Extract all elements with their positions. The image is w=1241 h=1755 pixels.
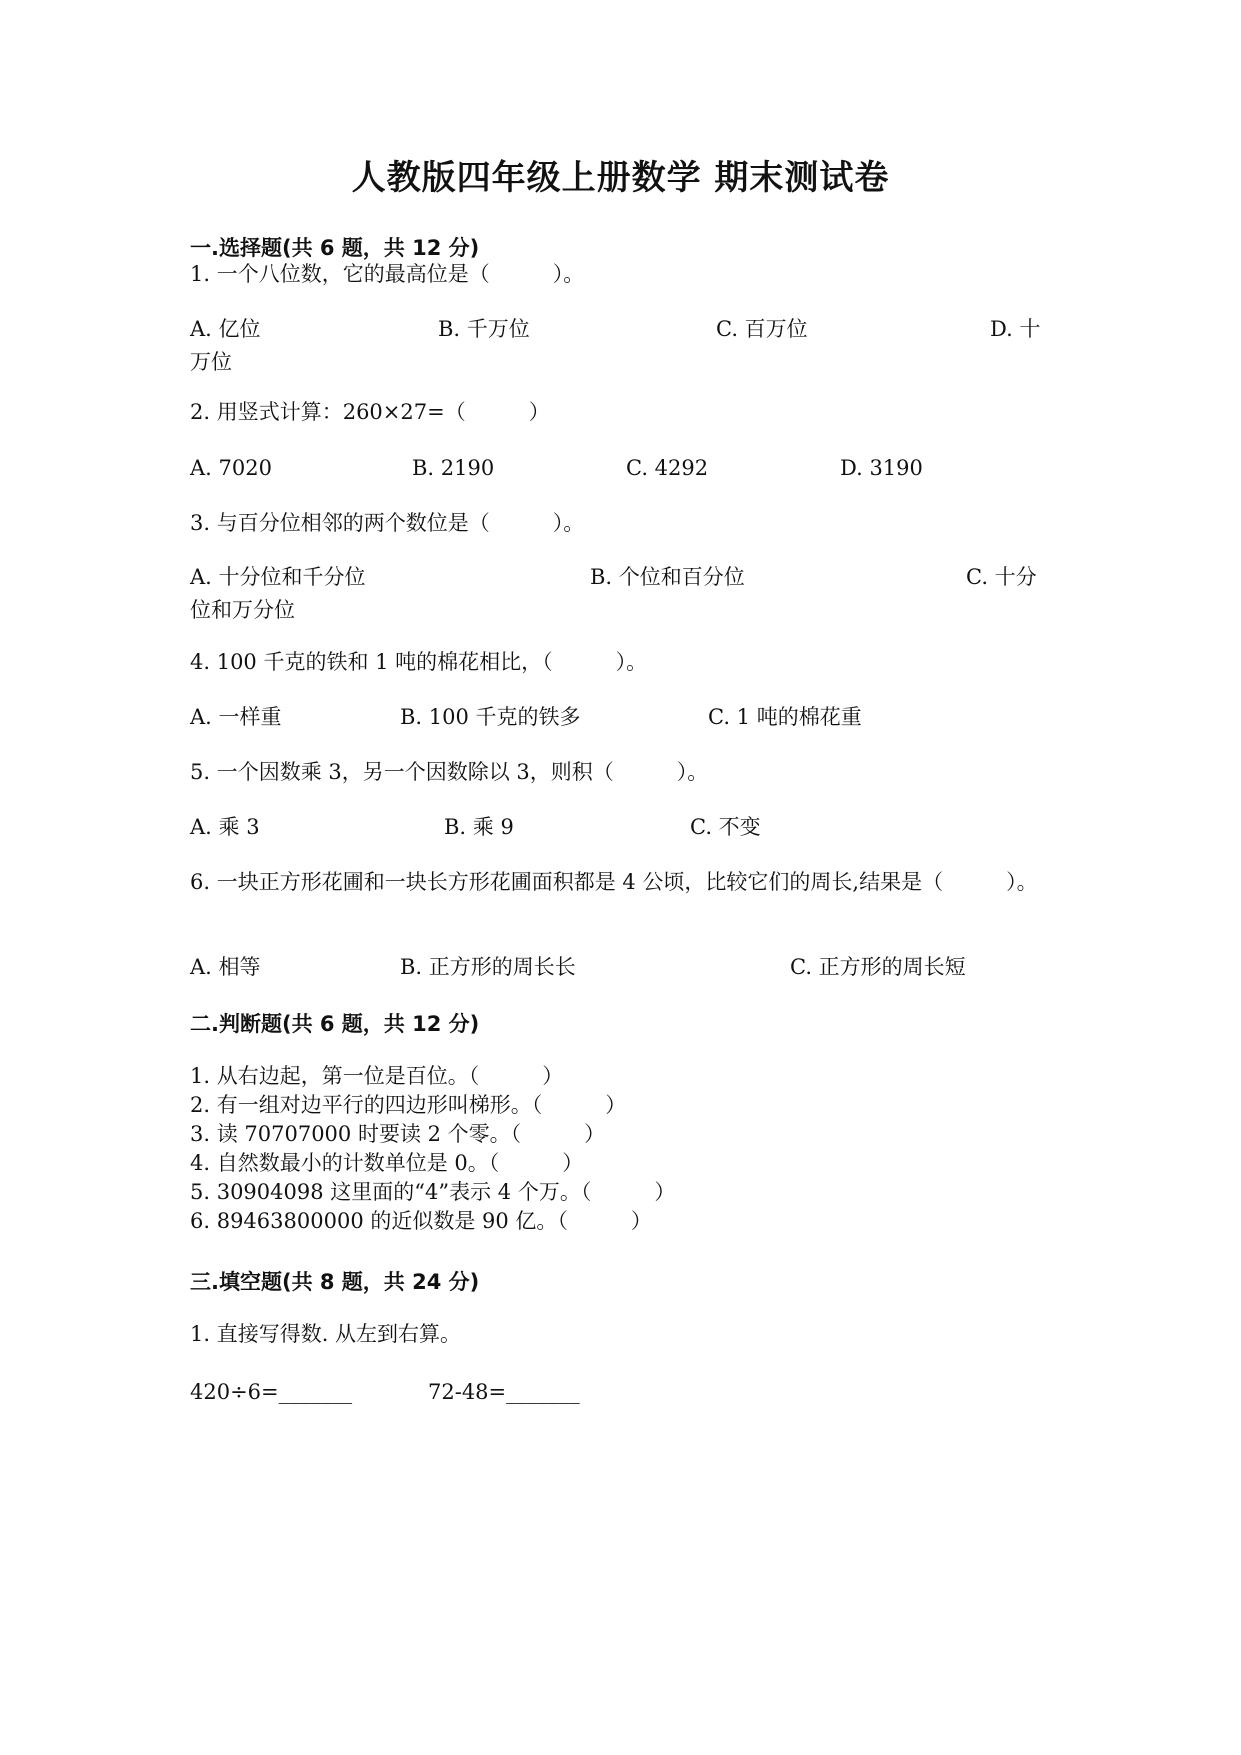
- option-b: B. 千万位: [438, 317, 530, 341]
- option-c: C. 不变: [690, 815, 761, 839]
- judge-item: 1. 从右边起，第一位是百位。（ ）: [190, 1064, 564, 1088]
- option-a: A. 7020: [190, 456, 272, 480]
- question-text: 1. 一个八位数，它的最高位是（ ）。: [190, 262, 585, 286]
- option-a: A. 乘 3: [190, 815, 260, 839]
- option-b: B. 个位和百分位: [590, 565, 745, 589]
- question-text: 6. 一块正方形花圃和一块长方形花圃面积都是 4 公顷，比较它们的周长,结果是（ ）。: [190, 870, 1038, 894]
- section-heading-choice: 一.选择题(共 6 题，共 12 分): [190, 236, 480, 260]
- judge-item: 3. 读 70707000 时要读 2 个零。（ ）: [190, 1122, 606, 1146]
- option-c: C. 4292: [626, 456, 709, 480]
- option-c: C. 正方形的周长短: [790, 955, 966, 979]
- page-title: 人教版四年级上册数学 期末测试卷: [351, 158, 890, 198]
- option-b: B. 正方形的周长长: [400, 955, 576, 979]
- option-a: A. 亿位: [190, 317, 261, 341]
- judge-item: 2. 有一组对边平行的四边形叫梯形。（ ）: [190, 1093, 627, 1117]
- judge-item: 6. 89463800000 的近似数是 90 亿。（ ）: [190, 1209, 652, 1233]
- option-b: B. 乘 9: [444, 815, 514, 839]
- question-text: 4. 100 千克的铁和 1 吨的棉花相比，（ ）。: [190, 650, 648, 674]
- option-d: D. 十: [990, 317, 1041, 341]
- option-wrap-text: 位和万分位: [190, 598, 295, 622]
- option-c: C. 十分: [966, 565, 1037, 589]
- option-c: C. 1 吨的棉花重: [708, 705, 862, 729]
- section-heading-judge: 二.判断题(共 6 题，共 12 分): [190, 1012, 480, 1036]
- option-wrap-text: 万位: [190, 350, 232, 374]
- question-text: 3. 与百分位相邻的两个数位是（ ）。: [190, 511, 585, 535]
- option-b: B. 2190: [412, 456, 495, 480]
- question-text: 5. 一个因数乘 3，另一个因数除以 3，则积（ ）。: [190, 760, 709, 784]
- section-heading-fill: 三.填空题(共 8 题，共 24 分): [190, 1270, 480, 1294]
- calc-item: 72-48=_______: [428, 1380, 580, 1404]
- question-text: 2. 用竖式计算：260×27=（ ）: [190, 400, 550, 424]
- option-a: A. 十分位和千分位: [190, 565, 366, 589]
- calc-item: 420÷6=_______: [190, 1380, 353, 1404]
- question-text: 1. 直接写得数. 从左到右算。: [190, 1322, 462, 1346]
- option-c: C. 百万位: [716, 317, 808, 341]
- option-a: A. 一样重: [190, 705, 282, 729]
- judge-item: 4. 自然数最小的计数单位是 0。（ ）: [190, 1151, 584, 1175]
- option-d: D. 3190: [840, 456, 923, 480]
- option-b: B. 100 千克的铁多: [400, 705, 581, 729]
- option-a: A. 相等: [190, 955, 261, 979]
- judge-item: 5. 30904098 这里面的“4”表示 4 个万。（ ）: [190, 1180, 676, 1204]
